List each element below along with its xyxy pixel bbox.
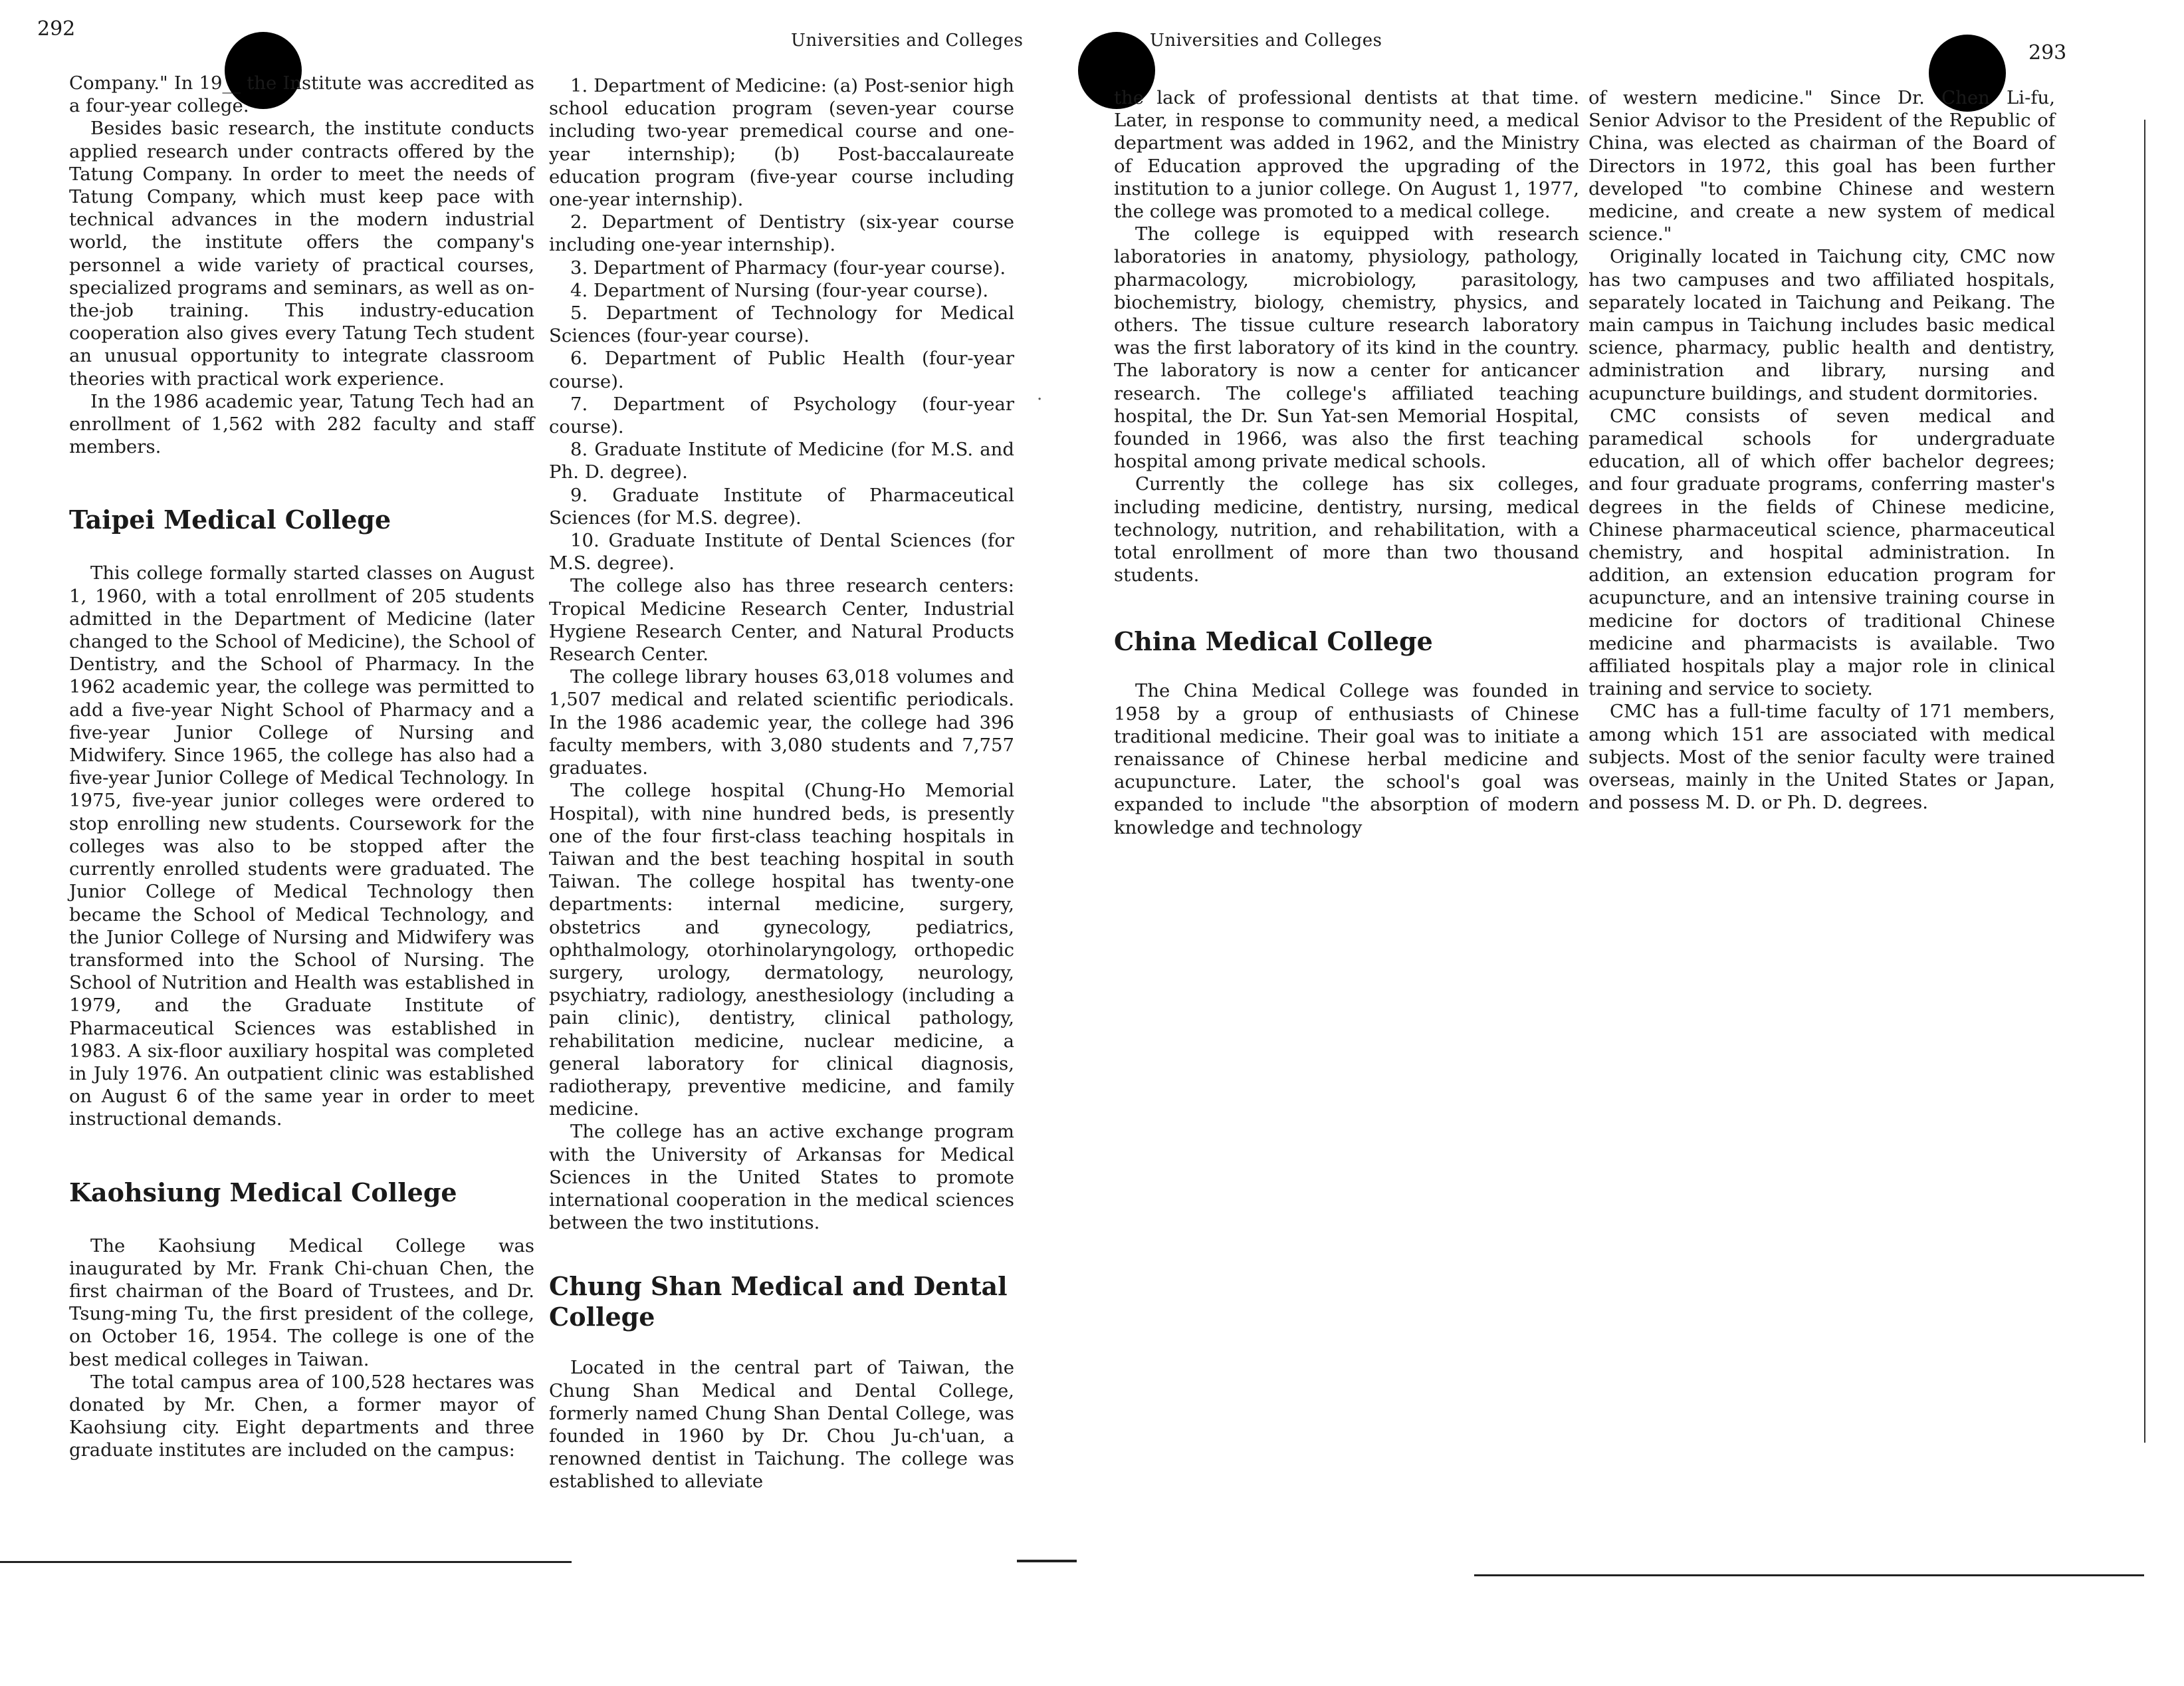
list-item: 3. Department of Pharmacy (four-year course). [570, 257, 1006, 279]
paragraph: the lack of professional dentists at that time. Later, in response to community need, a medical department was added in 1962, and the Ministry of Education approved the upgrading of the institution to a junior college. On August 1, 1977, the college was promoted to a medical college. [1114, 87, 1579, 223]
heading-china-medical-college: China Medical College [1114, 626, 1433, 657]
list-item: 10. Graduate Institute of Dental Sciences (for M.S. degree). [549, 530, 1014, 574]
heading-chung-shan-medical-and-dental-college: Chung Shan Medical and Dental College [549, 1271, 1008, 1332]
list-item: 4. Department of Nursing (four-year course). [570, 279, 989, 301]
paragraph: The college has an active exchange program with the University of Arkansas for Medical Sciences in the United States to promote international cooperation in the medical sciences between the two institutions. [549, 1121, 1014, 1234]
paragraph: Located in the central part of Taiwan, the Chung Shan Medical and Dental College, formerly named Chung Shan Dental College, was founded in 1960 by Dr. Chou Ju-ch'uan, a renowned dentist in Taichung. The college was established to alleviate [549, 1357, 1014, 1493]
paragraph: The college is equipped with research laboratories in anatomy, physiology, pathology, pharmacology, microbiology, parasitology, biochemistry, biology, chemistry, physics, and others. The tissue culture research laboratory was the first laboratory of its kind in the country. The laboratory is now a center for anticancer research. The college's affiliated teaching hospital, the Dr. Sun Yat-sen Memorial Hospital, founded in 1966, was also the first teaching hospital among private medical schools. [1114, 223, 1579, 473]
paragraph: The total campus area of 100,528 hectares was donated by Mr. Chen, a former mayor of Kaohsiung city. Eight departments and three graduate institutes are included on the campus: [69, 1371, 534, 1461]
paragraph: The college also has three research centers: Tropical Medicine Research Center, Industrial Hygiene Research Center, and Natural Products Research Center. [549, 575, 1014, 665]
paragraph: This college formally started classes on August 1, 1960, with a total enrollment of 205 students admitted in the Department of Medicine (later changed to the School of Medicine), the School of Dentistry, and the School of Pharmacy. In the 1962 academic year, the college was permitted to add a five-year Night School of Pharmacy and a five-year Junior College of Nursing and Midwifery. Since 1965, the college has also had a five-year Junior College of Medical Technology. In 1975, five-year junior colleges were ordered to stop enrolling new students. Coursework for the colleges was also to be stopped after the currently enrolled students were graduated. The Junior College of Medical Technology then became the School of Medical Technology, and the Junior College of Nursing and Midwifery was transformed into the School of Nursing. The School of Nutrition and Health was established in 1979, and the Graduate Institute of Pharmaceutical Sciences was established in 1983. A six-floor auxiliary hospital was completed in July 1976. An outpatient clinic was established on August 6 of the same year in order to meet instructional demands. [69, 562, 534, 1130]
department-list [549, 74, 1014, 574]
paragraph: The college library houses 63,018 volumes and 1,507 medical and related scientific periodicals. In the 1986 academic year, the college had 396 faculty members, with 3,080 students and 7,757 graduates. [549, 666, 1014, 779]
column-3 [1114, 86, 1579, 839]
column-1 [69, 72, 534, 1462]
page-number-right: 293 [2028, 41, 2067, 64]
heading-taipei-medical-college: Taipei Medical College [69, 505, 391, 535]
list-item: 6. Department of Public Health (four-year course). [549, 348, 1014, 392]
bottom-rule-left [0, 1561, 572, 1563]
bottom-rule-right [1474, 1574, 2144, 1576]
list-item: 2. Department of Dentistry (six-year course including one-year internship). [549, 211, 1014, 256]
right-page [1077, 0, 2184, 1686]
list-item: 8. Graduate Institute of Medicine (for M.S. and Ph. D. degree). [549, 439, 1014, 483]
scan-artifact: · [1037, 390, 1043, 410]
list-item: 9. Graduate Institute of Pharmaceutical Sciences (for M.S. degree). [549, 484, 1014, 529]
paragraph: Company." In 19__ the Institute was accredited as a four-year college. [69, 72, 534, 117]
paragraph: CMC has a full-time faculty of 171 members, among which 151 are associated with medical subjects. Most of the senior faculty were trained overseas, mainly in the United States or Japan, and possess M. D. or Ph. D. degrees. [1588, 701, 2055, 814]
paragraph: The China Medical College was founded in 1958 by a group of enthusiasts of Chinese traditional medicine. Their goal was to initiate a renaissance of Chinese herbal medicine and acupuncture. Later, the school's goal was expanded to include "the absorption of modern knowledge and technology [1114, 680, 1579, 838]
page-edge-line [2144, 120, 2145, 1443]
paragraph: Besides basic research, the institute conducts applied research under contracts offered by the Tatung Company. In order to meet the needs of Tatung Company, which must keep pace with technical advances in the modern industrial world, the institute offers the company's personnel a wide variety of practical courses, specialized programs and seminars, as well as on-the-job training. This industry-education cooperation also gives every Tatung Tech student an unusual opportunity to integrate classroom theories with practical work experience. [69, 118, 534, 390]
gutter-mark [1017, 1560, 1077, 1562]
paragraph: Currently the college has six colleges, including medicine, dentistry, nursing, medical technology, nutrition, and rehabilitation, with a total enrollment of more than two thousand students. [1114, 473, 1579, 586]
page-number-left: 292 [37, 17, 76, 41]
paragraph: The college hospital (Chung-Ho Memorial Hospital), with nine hundred beds, is presently one of the four first-class teaching hospitals in Taiwan and the best teaching hospital in south Taiwan. The college hospital has twenty-one departments: internal medicine, surgery, obstetrics and gynecology, pediatrics, ophthalmology, otorhinolaryngology, orthopedic surgery, urology, dermatology, neurology, psychiatry, radiology, anesthesiology (including a pain clinic), dentistry, clinical pathology, rehabilitation medicine, nuclear medicine, a general laboratory for clinical diagnosis, radiotherapy, preventive medicine, and family medicine. [549, 780, 1014, 1120]
paragraph: of western medicine." Since Dr. Chen Li-fu, Senior Advisor to the President of the Republic of China, was elected as chairman of the Board of Directors in 1972, this goal has been further developed "to combine Chinese and western medicine, and create a new system of medical science." [1588, 87, 2055, 245]
paragraph: CMC consists of seven medical and paramedical schools for undergraduate education, all of which offer bachelor degrees; and four graduate programs, conferring master's degrees in the fields of Chinese medicine, Chinese pharmaceutical science, pharmaceutical chemistry, and hospital administration. In addition, an extension education program for acupuncture, and an intensive training course in medicine for doctors of traditional Chinese medicine and pharmacists is available. Two affiliated hospitals play a major role in clinical training and service to society. [1588, 405, 2055, 700]
paragraph: In the 1986 academic year, Tatung Tech had an enrollment of 1,562 with 282 faculty and staff members. [69, 390, 534, 458]
left-page [0, 0, 1077, 1686]
running-head-right: Universities and Colleges [1150, 31, 1382, 51]
list-item: 1. Department of Medicine: (a) Post-senior high school education program (seven-year course including two-year premedical course and one-year internship); (b) Post-baccalaureate education program (five-year course including one-year internship). [549, 75, 1014, 211]
heading-kaohsiung-medical-college: Kaohsiung Medical College [69, 1177, 457, 1207]
running-head-left: Universities and Colleges [791, 31, 1024, 51]
column-2 [549, 74, 1014, 1493]
list-item: 5. Department of Technology for Medical Sciences (four-year course). [549, 302, 1014, 347]
list-item: 7. Department of Psychology (four-year course). [549, 393, 1014, 438]
column-4 [1588, 86, 2055, 814]
paragraph: Originally located in Taichung city, CMC now has two campuses and two affiliated hospitals, separately located in Taichung and Peikang. The main campus in Taichung includes basic medical science, pharmacy, public health and dentistry, administration and library, nursing and acupuncture buildings, and student dormitories. [1588, 246, 2055, 404]
paragraph: The Kaohsiung Medical College was inaugurated by Mr. Frank Chi-chuan Chen, the first chairman of the Board of Trustees, and Dr. Tsung-ming Tu, the first president of the college, on October 16, 1954. The college is one of the best medical colleges in Taiwan. [69, 1235, 534, 1370]
